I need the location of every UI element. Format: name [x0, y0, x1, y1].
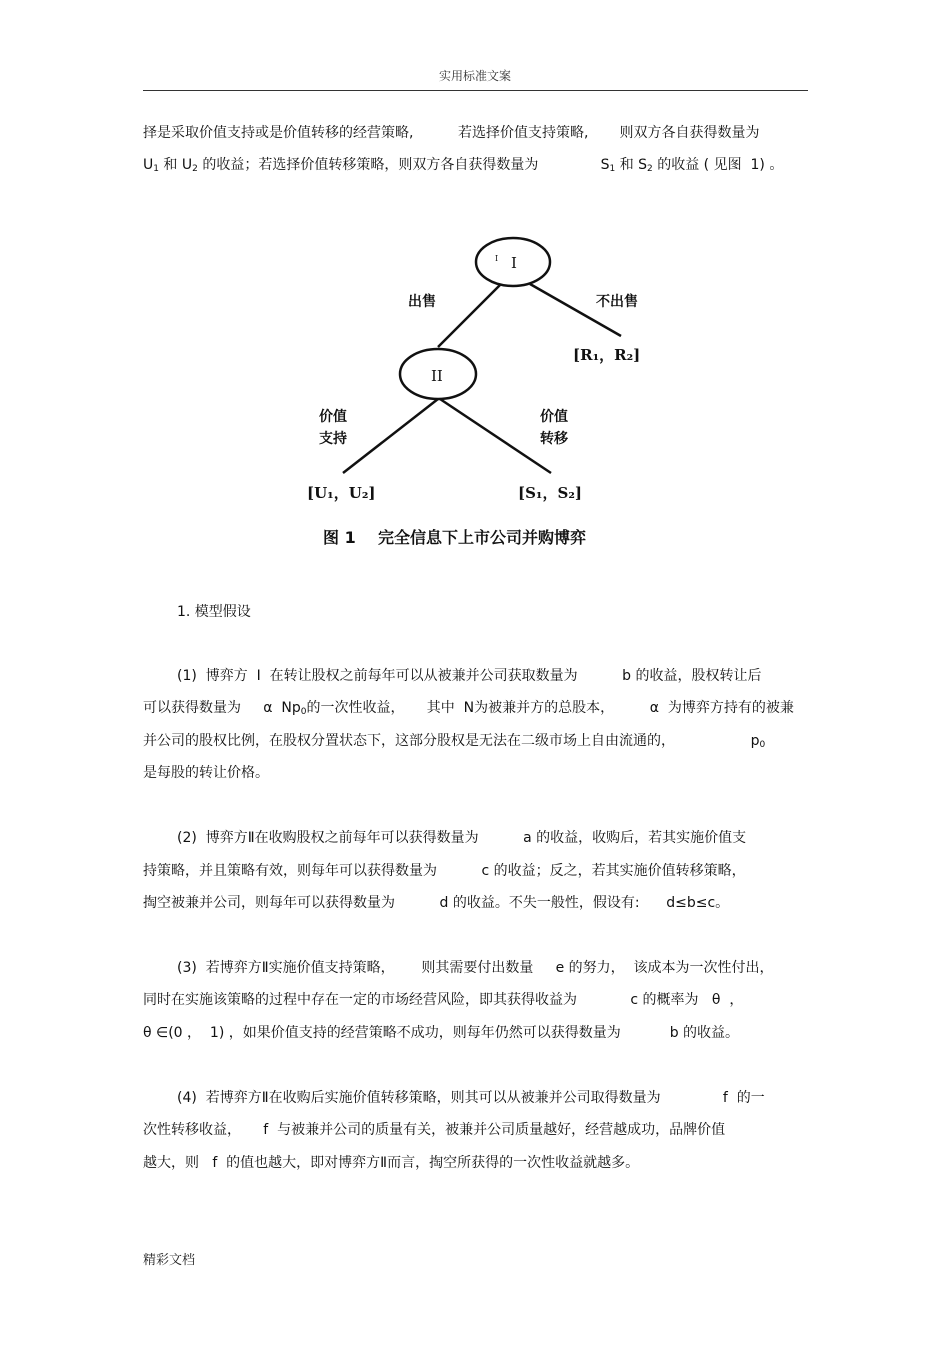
- branch-support-label-1: 价值: [319, 409, 347, 425]
- node-1-label: I: [511, 254, 517, 272]
- section-title: 1. 模型假设: [177, 604, 251, 620]
- intro-u2-sub: 2: [192, 164, 198, 174]
- intro-s1-sub: 1: [609, 164, 616, 174]
- p1-line-3: [143, 731, 808, 755]
- p4-line-3: 越大，则 f 的值也越大，即对博弈方Ⅱ而言，掏空所获得的一次性收益就越多。: [143, 1155, 640, 1171]
- p4-line-1: (4) 若博弈方Ⅱ在收购后实施价值转移策略，则其可以从被兼并公司取得数量为 f 的一: [177, 1090, 765, 1106]
- branch-support-label-2: 支持: [319, 431, 347, 447]
- page-footer: 精彩文档: [143, 1253, 196, 1268]
- p1-line-2: [143, 698, 808, 722]
- node-2-label: II: [431, 367, 443, 385]
- p1-line-4: 是每股的转让价格。: [143, 765, 269, 781]
- edge-transfer: [440, 399, 551, 473]
- p4-line-2: 次性转移收益， f 与被兼并公司的质量有关，被兼并公司质量越好，经营越成功，品牌价值: [143, 1122, 726, 1138]
- header-rule: [143, 90, 808, 91]
- edge-nosell: [530, 284, 621, 336]
- p3-line-3: θ ∈(0 ， 1) ，如果价值支持的经营策略不成功，则每年仍然可以获得数量为 b 的收益。: [143, 1025, 740, 1041]
- intro-mid: 的收益；若选择价值转移策略，则双方各自获得数量为 S: [197, 157, 610, 173]
- payoff-r: [R₁，R₂]: [573, 346, 641, 364]
- p2-line-1: (2) 博弈方Ⅱ在收购股权之前每年可以获得数量为 a 的收益，收购后，若其实施价值支: [177, 830, 747, 846]
- p1-line-2-sub: 0: [300, 707, 307, 717]
- intro-line-1: 择是采取价值支持或是价值转移的经营策略, 若选择价值支持策略, 则双方各自获得数量为: [143, 125, 760, 141]
- p1-line-1: (1) 博弈方 I 在转让股权之前每年可以从被兼并公司获取数量为 b 的收益，股权转让后: [177, 668, 762, 684]
- p1-line-2-a: 可以获得数量为 α Np: [143, 700, 301, 716]
- branch-nosell-label: 不出售: [596, 294, 638, 310]
- branch-transfer-label-2: 转移: [540, 431, 568, 447]
- intro-s2: 和 S: [615, 157, 648, 173]
- payoff-s: [S₁，S₂]: [518, 484, 582, 502]
- branch-sell-label: 出售: [408, 294, 436, 310]
- intro-end: 的收益 ( 见图 1) 。: [652, 157, 784, 173]
- game-tree-figure: [290, 225, 670, 565]
- intro-u1: U: [143, 157, 154, 173]
- intro-s2-sub: 2: [647, 164, 653, 174]
- p1-line-3-sub: 0: [759, 740, 766, 750]
- edge-sell: [438, 285, 500, 347]
- p2-line-3: 掏空被兼并公司，则每年可以获得数量为 d 的收益。不失一般性，假设有: d≤b≤c。: [143, 895, 730, 911]
- p1-line-2-b: 的一次性收益， 其中 N为被兼并方的总股本， α 为博弈方持有的被兼: [306, 700, 794, 716]
- p1-line-3-text: 并公司的股权比例，在股权分置状态下，这部分股权是无法在二级市场上自由流通的， p: [143, 733, 760, 749]
- node-1-mark: I: [495, 254, 499, 263]
- intro-u2: 和 U: [158, 157, 193, 173]
- intro-u1-sub: 1: [153, 164, 159, 174]
- payoff-u: [U₁，U₂]: [307, 484, 376, 502]
- edge-support: [343, 399, 438, 473]
- p3-line-2: 同时在实施该策略的过程中存在一定的市场经营风险，即其获得收益为 c 的概率为 θ ，: [143, 992, 744, 1008]
- branch-transfer-label-1: 价值: [540, 409, 568, 425]
- intro-line-2: [143, 155, 808, 179]
- p2-line-2: 持策略，并且策略有效，则每年可以获得数量为 c 的收益；反之，若其实施价值转移策略，: [143, 863, 746, 879]
- page-header-title: 实用标准文案: [438, 69, 511, 83]
- figure-caption: 图 1 完全信息下上市公司并购博弈: [323, 528, 586, 547]
- p3-line-1: (3) 若博弈方Ⅱ实施价值支持策略， 则其需要付出数量 e 的努力， 该成本为一次性付出，: [177, 960, 774, 976]
